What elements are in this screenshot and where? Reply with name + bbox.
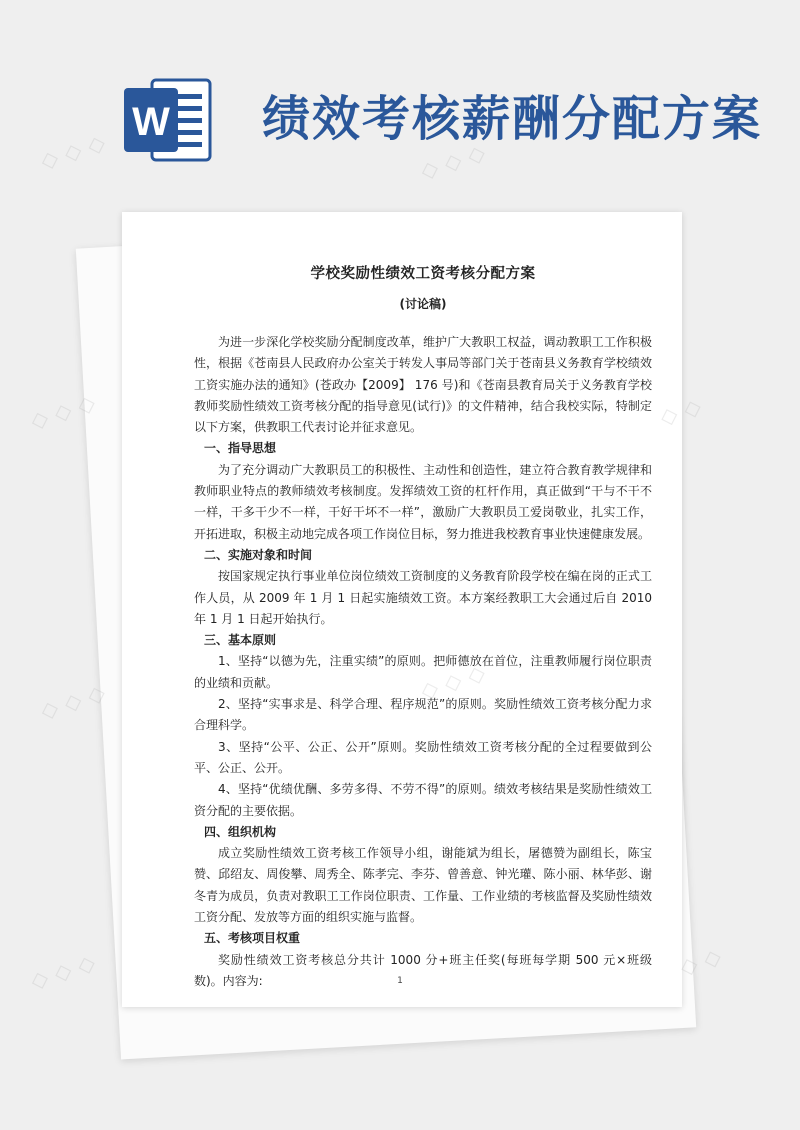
section-heading-3: 三、基本原则	[204, 633, 277, 648]
section-heading-4: 四、组织机构	[204, 824, 277, 839]
intro-paragraph: 为进一步深化学校奖励分配制度改革，维护广大教职工权益，调动教职工工作积极性，根据《苍南县人民政府办公室关于转发人事局等部门关于苍南县义务教育学校绩效工资实施办法的通知》(苍政办【2009】 176 号)和《苍南县教育局关于义务教育学校教师奖励性绩效工资考核分配的指导意见(试行)》的文件精神，结合我校实际，特制定以下方案，供教职工代表讨论并征求意见。	[194, 335, 652, 435]
banner-title: 绩效考核薪酬分配方案	[262, 91, 763, 147]
watermark-mark: ◇ ◇ ◇	[417, 140, 489, 185]
principle-4: 4、坚持“优绩优酬、多劳多得、不劳不得”的原则。绩效考核结果是奖励性绩效工资分配的主要依据。	[194, 782, 652, 818]
principle-1: 1、坚持“以德为先，注重实绩”的原则。把师德放在首位，注重教师履行岗位职责的业绩和贡献。	[194, 654, 652, 690]
section-text-5: 奖励性绩效工资考核总分共计 1000 分+班主任奖(每班每学期 500 元×班级数)。内容为:	[194, 952, 652, 988]
watermark-mark: ◇ ◇ ◇	[27, 390, 99, 435]
watermark-mark: ◇ ◇ ◇	[37, 130, 109, 175]
principle-2: 2、坚持“实事求是、科学合理、程序规范”的原则。奖励性绩效工资考核分配力求合理科学。	[194, 697, 652, 733]
document-title: 学校奖励性绩效工资考核分配方案	[310, 266, 536, 282]
section-heading-1: 一、指导思想	[204, 441, 277, 456]
watermark-mark: ◇ ◇ ◇	[27, 950, 99, 995]
word-document-icon	[122, 74, 214, 166]
watermark-mark: ◇ ◇ ◇	[417, 660, 489, 705]
section-text-1: 为了充分调动广大教职员工的积极性、主动性和创造性，建立符合教育教学规律和教师职业特点的教师绩效考核制度。发挥绩效工资的杠杆作用，真正做到“干与不干不一样，干多干少不一样，干好干坏不一样”，激励广大教职员工爱岗敬业，扎实工作，开拓进取，积极主动地完成各项工作岗位目标，努力推进我校教育事业快速健康发展。	[194, 462, 652, 541]
header-banner	[0, 0, 800, 200]
word-icon-letter: W	[132, 100, 170, 144]
section-text-2: 按国家规定执行事业单位岗位绩效工资制度的义务教育阶段学校在编在岗的正式工作人员，从 2009 年 1 月 1 日起实施绩效工资。本方案经教职工大会通过后自 2010 年 1 月 1 日起开始执行。	[194, 569, 652, 626]
section-heading-5: 五、考核项目权重	[204, 931, 301, 946]
page-number: 1	[397, 976, 403, 986]
document-body	[194, 262, 652, 992]
document-subtitle: (讨论稿)	[399, 297, 447, 311]
section-heading-2: 二、实施对象和时间	[204, 547, 313, 562]
watermark-mark: ◇ ◇	[657, 394, 705, 431]
principle-3: 3、坚持“公平、公正、公开”原则。奖励性绩效工资考核分配的全过程要做到公平、公正、公开。	[194, 739, 652, 775]
watermark-mark: ◇ ◇	[677, 944, 725, 981]
section-text-4: 成立奖励性绩效工资考核工作领导小组，谢能斌为组长，屠德赞为副组长，陈宝赞、邱绍友、周俊攀、周秀全、陈孝完、李芬、曾善意、钟光瓘、陈小丽、林华彭、谢冬青为成员，负责对教职工工作岗位职责、工作量、工作业绩的考核监督及奖励性绩效工资分配、发放等方面的组织实施与监督。	[194, 846, 652, 925]
watermark-mark: ◇ ◇ ◇	[37, 680, 109, 725]
